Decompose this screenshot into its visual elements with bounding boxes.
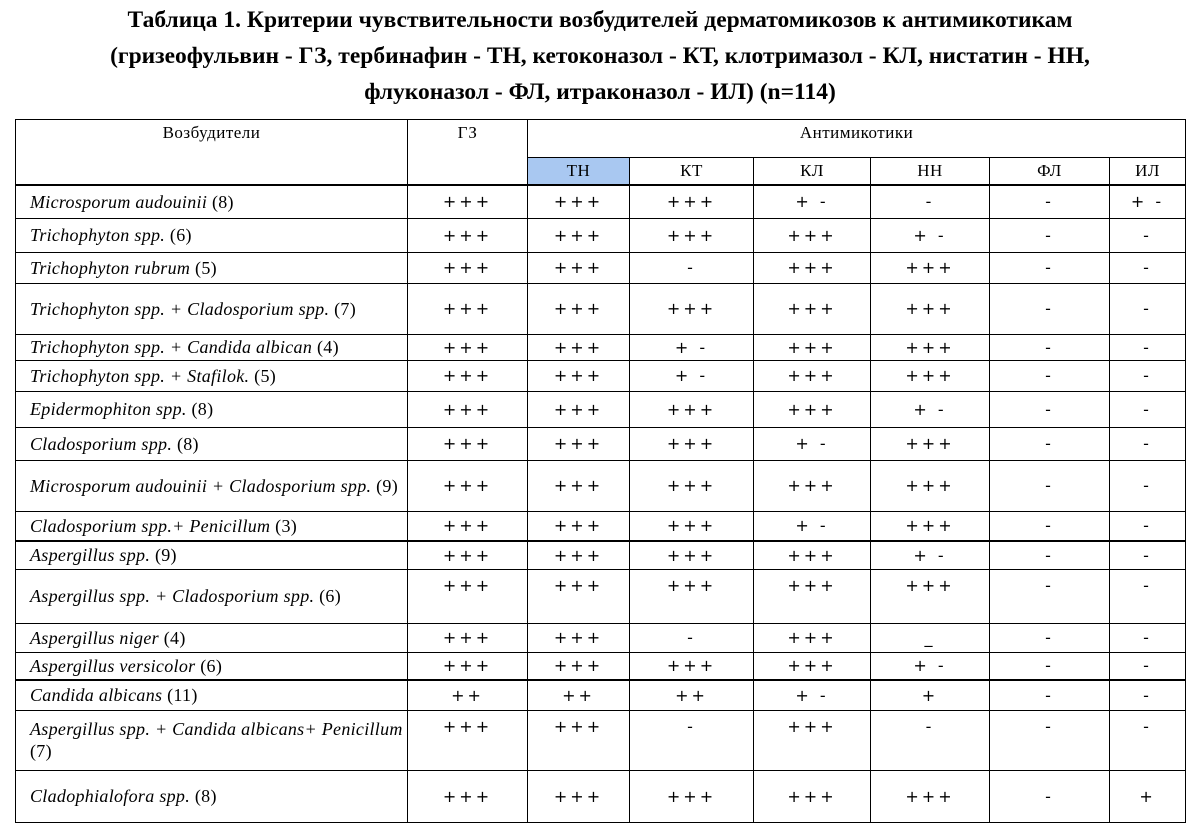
table-row <box>16 391 1186 427</box>
header-drug-kt: КТ <box>630 158 754 186</box>
sensitivity-cell: - <box>990 541 1110 569</box>
pathogen-count: (8) <box>176 433 199 454</box>
pathogen-count: (6) <box>169 225 192 245</box>
pathogen-name: Aspergillus spp. + Candida albicans+ Penicillum <box>30 719 403 739</box>
sensitivity-cell: +++ <box>754 460 871 511</box>
sensitivity-cell: - <box>1110 680 1186 710</box>
sensitivity-cell: - <box>990 460 1110 511</box>
sensitivity-cell: - <box>990 511 1110 541</box>
sensitivity-cell: +++ <box>408 427 528 460</box>
sensitivity-cell: +++ <box>528 511 630 541</box>
pathogen-cell <box>16 391 408 427</box>
sensitivity-cell: - <box>990 427 1110 460</box>
sensitivity-cell: - <box>1110 623 1186 652</box>
header-drug-fl: ФЛ <box>990 158 1110 186</box>
sensitivity-cell: - <box>871 710 990 770</box>
header-gz: ГЗ <box>408 120 528 186</box>
pathogen-name: Microsporum audouinii + Cladosporium spp. <box>30 475 372 496</box>
sensitivity-cell: +++ <box>528 427 630 460</box>
sensitivity-cell: +++ <box>408 710 528 770</box>
sensitivity-cell: - <box>990 770 1110 822</box>
sensitivity-cell: - <box>1110 391 1186 427</box>
pathogen-name: Aspergillus spp. + Cladosporium spp. <box>30 586 315 606</box>
pathogen-name: Aspergillus spp. <box>30 545 151 566</box>
pathogen-cell <box>16 427 408 460</box>
sensitivity-cell: - <box>1110 334 1186 360</box>
pathogen-cell <box>16 710 408 770</box>
sensitivity-cell: + - <box>1110 185 1186 218</box>
sensitivity-cell: +++ <box>871 460 990 511</box>
table-row <box>16 252 1186 283</box>
sensitivity-cell: +++ <box>630 511 754 541</box>
sensitivity-cell: +++ <box>408 511 528 541</box>
sensitivity-cell: - <box>630 623 754 652</box>
sensitivity-cell: - <box>990 252 1110 283</box>
pathogen-count: (7) <box>334 298 356 319</box>
pathogen-count: (9) <box>376 475 399 496</box>
pathogen-count: (8) <box>211 191 234 212</box>
table-row <box>16 511 1186 541</box>
table-row <box>16 652 1186 680</box>
sensitivity-cell: +++ <box>408 770 528 822</box>
sensitivity-cell: +++ <box>528 218 630 252</box>
pathogen-name: Trichophyton spp. + Candida albican <box>30 337 313 357</box>
sensitivity-cell: + - <box>630 334 754 360</box>
header-pathogens: Возбудители <box>16 120 408 186</box>
sensitivity-cell: +++ <box>630 218 754 252</box>
sensitivity-cell: +++ <box>871 569 990 623</box>
pathogen-cell <box>16 770 408 822</box>
pathogen-cell <box>16 511 408 541</box>
sensitivity-cell: _ <box>871 623 990 652</box>
sensitivity-cell: - <box>990 334 1110 360</box>
sensitivity-cell: +++ <box>871 511 990 541</box>
sensitivity-cell: +++ <box>408 391 528 427</box>
table-row <box>16 185 1186 218</box>
sensitivity-cell: +++ <box>871 334 990 360</box>
sensitivity-cell: +++ <box>754 283 871 334</box>
sensitivity-cell: +++ <box>408 623 528 652</box>
sensitivity-cell: +++ <box>408 652 528 680</box>
sensitivity-cell: + - <box>871 652 990 680</box>
sensitivity-cell: +++ <box>754 710 871 770</box>
sensitivity-cell: ++ <box>408 680 528 710</box>
sensitivity-cell: +++ <box>871 252 990 283</box>
sensitivity-cell: + - <box>754 427 871 460</box>
sensitivity-cell: +++ <box>408 185 528 218</box>
table-row <box>16 360 1186 391</box>
pathogen-name: Aspergillus niger <box>30 627 159 648</box>
sensitivity-cell: +++ <box>630 652 754 680</box>
header-drug-il: ИЛ <box>1110 158 1186 186</box>
pathogen-count: (7) <box>30 741 52 761</box>
sensitivity-cell: + - <box>754 511 871 541</box>
sensitivity-cell: +++ <box>754 623 871 652</box>
sensitivity-cell: - <box>990 218 1110 252</box>
sensitivity-cell: +++ <box>871 770 990 822</box>
sensitivity-cell: +++ <box>528 710 630 770</box>
sensitivity-cell: - <box>1110 541 1186 569</box>
sensitivity-cell: +++ <box>528 360 630 391</box>
sensitivity-cell: +++ <box>408 360 528 391</box>
sensitivity-cell: - <box>1110 511 1186 541</box>
sensitivity-cell: +++ <box>528 770 630 822</box>
pathogen-cell <box>16 460 408 511</box>
sensitivity-cell: +++ <box>528 391 630 427</box>
pathogen-count: (8) <box>194 786 217 806</box>
sensitivity-cell: +++ <box>630 541 754 569</box>
table-row <box>16 710 1186 770</box>
pathogen-name: Trichophyton spp. + Stafilok. <box>30 365 250 386</box>
sensitivity-cell: + - <box>630 360 754 391</box>
pathogen-cell <box>16 185 408 218</box>
sensitivity-cell: + - <box>871 391 990 427</box>
header-drug-tn: ТН <box>528 158 630 186</box>
pathogen-cell <box>16 652 408 680</box>
sensitivity-cell: - <box>990 680 1110 710</box>
sensitivity-cell: +++ <box>754 360 871 391</box>
sensitivity-cell: +++ <box>528 652 630 680</box>
sensitivity-cell: ++ <box>630 680 754 710</box>
sensitivity-cell: +++ <box>754 334 871 360</box>
sensitivity-cell: +++ <box>754 770 871 822</box>
pathogen-count: (6) <box>319 586 342 606</box>
table-row <box>16 218 1186 252</box>
sensitivity-cell: - <box>990 623 1110 652</box>
pathogen-name: Cladophialofora spp. <box>30 786 191 806</box>
pathogen-cell <box>16 334 408 360</box>
table-row <box>16 427 1186 460</box>
pathogen-cell <box>16 218 408 252</box>
pathogen-name: Cladosporium spp. <box>30 433 173 454</box>
sensitivity-cell: + - <box>754 185 871 218</box>
sensitivity-cell: - <box>1110 252 1186 283</box>
pathogen-cell <box>16 283 408 334</box>
sensitivity-cell: ++ <box>528 680 630 710</box>
pathogen-name: Epidermophiton spp. <box>30 399 187 419</box>
pathogen-cell <box>16 569 408 623</box>
sensitivity-cell: +++ <box>528 334 630 360</box>
sensitivity-cell: + - <box>871 541 990 569</box>
sensitivity-cell: - <box>1110 360 1186 391</box>
table-row <box>16 569 1186 623</box>
sensitivity-cell: +++ <box>408 460 528 511</box>
sensitivity-cell: +++ <box>528 623 630 652</box>
sensitivity-cell: - <box>1110 427 1186 460</box>
sensitivity-cell: +++ <box>754 569 871 623</box>
caption-line-1: Таблица 1. Критерии чувствительности возбудителей дерматомикозов к антимикотикам <box>127 7 1073 33</box>
sensitivity-cell: +++ <box>528 252 630 283</box>
sensitivity-cell: + - <box>871 218 990 252</box>
sensitivity-cell: +++ <box>871 283 990 334</box>
sensitivity-cell: + - <box>754 680 871 710</box>
sensitivity-cell: +++ <box>630 283 754 334</box>
sensitivity-cell: - <box>990 391 1110 427</box>
sensitivity-cell: +++ <box>528 185 630 218</box>
sensitivity-cell: + <box>871 680 990 710</box>
pathogen-count: (5) <box>195 257 217 278</box>
pathogen-name: Trichophyton rubrum <box>30 257 191 278</box>
pathogen-count: (6) <box>200 655 223 676</box>
pathogen-count: (8) <box>191 399 214 419</box>
pathogen-name: Aspergillus versicolor <box>30 655 196 676</box>
pathogen-count: (3) <box>275 515 298 536</box>
table-row <box>16 460 1186 511</box>
table-row <box>16 541 1186 569</box>
sensitivity-cell: +++ <box>630 427 754 460</box>
sensitivity-cell: - <box>630 710 754 770</box>
sensitivity-cell: - <box>1110 569 1186 623</box>
table-row <box>16 770 1186 822</box>
sensitivity-cell: +++ <box>408 334 528 360</box>
sensitivity-cell: +++ <box>871 360 990 391</box>
table-caption <box>0 2 1200 110</box>
sensitivity-cell: - <box>990 569 1110 623</box>
pathogen-count: (4) <box>163 627 186 648</box>
sensitivity-cell: +++ <box>630 770 754 822</box>
sensitivity-cell: +++ <box>630 185 754 218</box>
sensitivity-cell: +++ <box>528 569 630 623</box>
sensitivity-cell: - <box>1110 460 1186 511</box>
pathogen-name: Trichophyton spp. + Cladosporium spp. <box>30 298 330 319</box>
table-body <box>16 185 1186 822</box>
sensitivity-cell: - <box>990 283 1110 334</box>
sensitivity-cell: +++ <box>630 569 754 623</box>
caption-line-2: (гризеофульвин - ГЗ, тербинафин - ТН, кетоконазол - КТ, клотримазол - КЛ, нистатин - НН, <box>110 43 1090 69</box>
sensitivity-cell: +++ <box>871 427 990 460</box>
sensitivity-cell: +++ <box>754 652 871 680</box>
sensitivity-cell: +++ <box>528 283 630 334</box>
sensitivity-cell: +++ <box>630 460 754 511</box>
pathogen-cell <box>16 252 408 283</box>
sensitivity-cell: - <box>1110 283 1186 334</box>
sensitivity-cell: +++ <box>528 541 630 569</box>
sensitivity-cell: - <box>990 710 1110 770</box>
pathogen-cell <box>16 623 408 652</box>
sensitivity-cell: - <box>990 185 1110 218</box>
sensitivity-cell: +++ <box>408 218 528 252</box>
pathogen-count: (4) <box>316 337 339 357</box>
sensitivity-cell: +++ <box>528 460 630 511</box>
pathogen-count: (9) <box>154 545 177 566</box>
pathogen-cell <box>16 360 408 391</box>
sensitivity-cell: - <box>1110 652 1186 680</box>
caption-line-3: флуконазол - ФЛ, итраконазол - ИЛ) (n=114) <box>364 79 836 105</box>
pathogen-count: (5) <box>254 365 277 386</box>
sensitivity-cell: - <box>990 360 1110 391</box>
pathogen-cell <box>16 680 408 710</box>
pathogen-cell <box>16 541 408 569</box>
pathogen-name: Microsporum audouinii <box>30 191 208 212</box>
pathogen-name: Candida albicans <box>30 685 163 706</box>
sensitivity-cell: +++ <box>754 391 871 427</box>
sensitivity-cell: +++ <box>754 541 871 569</box>
sensitivity-cell: +++ <box>408 283 528 334</box>
susceptibility-table <box>15 119 1186 823</box>
sensitivity-cell: +++ <box>408 569 528 623</box>
pathogen-name: Cladosporium spp.+ Penicillum <box>30 515 271 536</box>
sensitivity-cell: - <box>1110 218 1186 252</box>
table-row <box>16 334 1186 360</box>
sensitivity-cell: - <box>630 252 754 283</box>
sensitivity-cell: + <box>1110 770 1186 822</box>
table-row <box>16 623 1186 652</box>
header-drug-kl: КЛ <box>754 158 871 186</box>
sensitivity-cell: +++ <box>408 252 528 283</box>
sensitivity-cell: +++ <box>754 252 871 283</box>
sensitivity-cell: - <box>871 185 990 218</box>
sensitivity-cell: - <box>990 652 1110 680</box>
sensitivity-cell: +++ <box>754 218 871 252</box>
sensitivity-cell: - <box>1110 710 1186 770</box>
pathogen-name: Trichophyton spp. <box>30 225 166 245</box>
pathogen-count: (11) <box>167 685 198 706</box>
table-row <box>16 680 1186 710</box>
header-drug-nn: НН <box>871 158 990 186</box>
sensitivity-cell: +++ <box>408 541 528 569</box>
table-row <box>16 283 1186 334</box>
header-antimycotics: Антимикотики <box>528 120 1186 158</box>
sensitivity-cell: +++ <box>630 391 754 427</box>
